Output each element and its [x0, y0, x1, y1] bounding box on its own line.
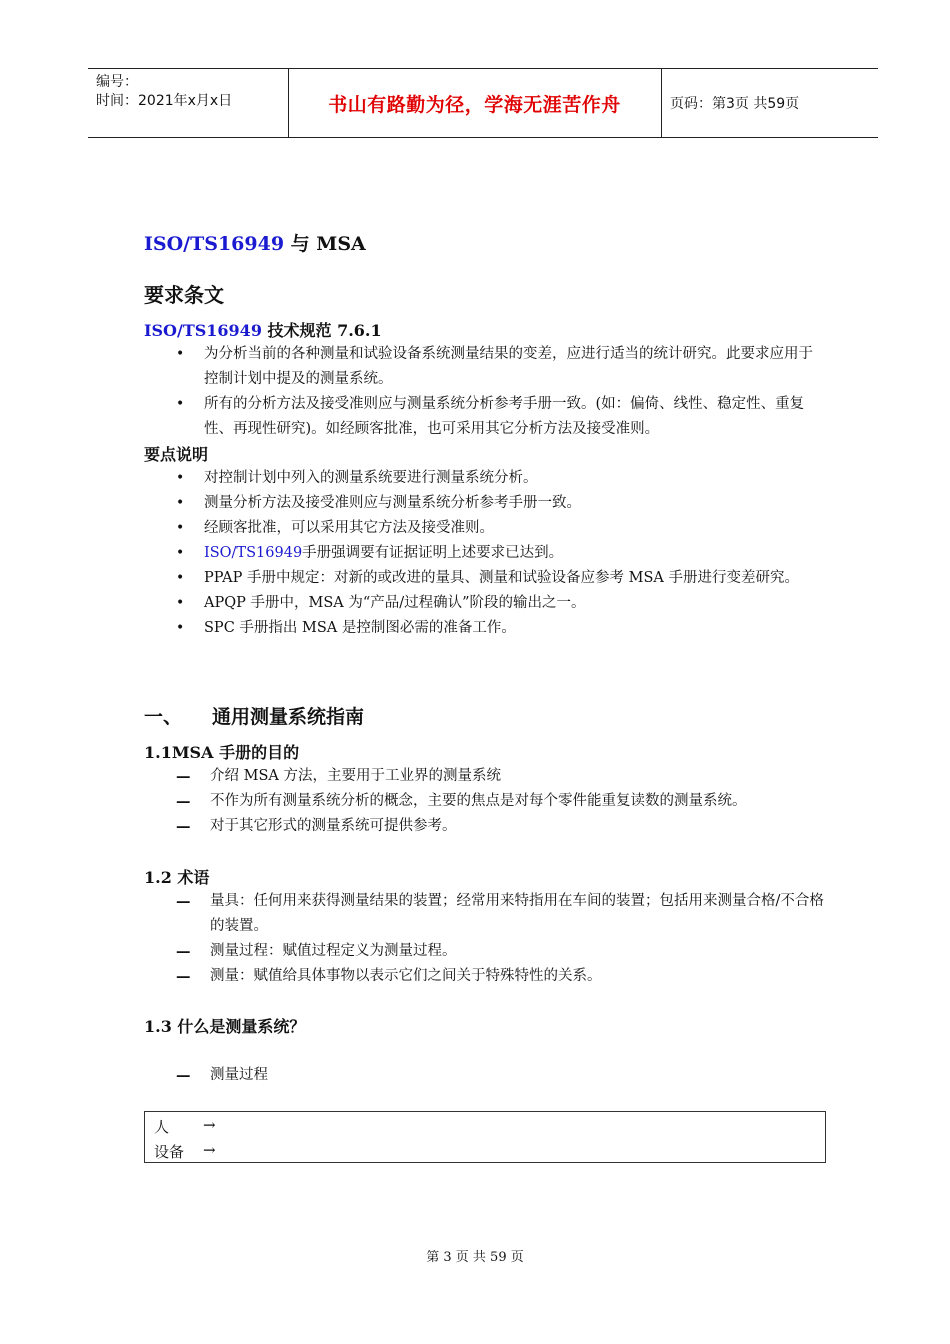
s11-list — [176, 764, 826, 839]
list-item — [176, 939, 826, 964]
section-number: 一、 — [144, 706, 183, 728]
dash-icon: — — [176, 968, 191, 985]
list-item — [176, 491, 826, 516]
bullet-icon: • — [176, 545, 185, 561]
list-item — [176, 616, 826, 641]
list-item-text: 不作为所有测量系统分析的概念，主要的焦点是对每个零件能重复读数的测量系统。 — [210, 793, 747, 809]
header-motto: 书山有路勤为径，学海无涯苦作舟 — [328, 93, 621, 116]
dash-icon: — — [176, 793, 191, 810]
points-list — [176, 466, 826, 641]
bullet-icon: • — [176, 346, 185, 362]
list-item-text: APQP 手册中，MSA 为“产品/过程确认”阶段的输出之一。 — [204, 595, 586, 611]
list-item-text: 所有的分析方法及接受准则应与测量系统分析参考手册一致。(如：偏倚、线性、稳定性、重复性、再现性研究)。如经顾客批准，也可采用其它分析方法及接受准则。 — [204, 396, 805, 437]
list-item — [176, 466, 826, 491]
list-item — [176, 764, 826, 789]
list-item-text: 对控制计划中列入的测量系统要进行测量系统分析。 — [204, 470, 538, 486]
list-item-text: 测量：赋值给具体事物以表示它们之间关于特殊特性的关系。 — [210, 968, 602, 984]
list-item-text: 测量过程 — [210, 1067, 268, 1083]
header-meta — [96, 73, 232, 111]
bullet-icon: • — [176, 595, 185, 611]
list-item-text: 经顾客批准，可以采用其它方法及接受准则。 — [204, 520, 494, 536]
spec-code[interactable]: ISO/TS16949 — [144, 321, 262, 340]
page-footer: 第 3 页 共 59 页 — [426, 1250, 524, 1265]
header-page-info: 页码：第3页 共59页 — [670, 96, 800, 112]
points-heading: 要点说明 — [144, 445, 209, 464]
list-item — [176, 814, 826, 839]
list-item — [176, 516, 826, 541]
page-header — [88, 68, 878, 138]
list-item-text: 手册强调要有证据证明上述要求已达到。 — [302, 545, 564, 561]
arrow-right-icon: → — [203, 1141, 216, 1159]
arrow-right-icon: → — [203, 1116, 216, 1134]
spec-heading — [144, 318, 382, 341]
spec-list — [176, 342, 826, 442]
header-divider — [661, 69, 662, 137]
list-item-text: 为分析当前的各种测量和试验设备系统测量结果的变差，应进行适当的统计研究。此要求应用于控制计划中提及的测量系统。 — [204, 346, 813, 387]
list-item — [176, 1063, 826, 1088]
doc-title-rest: 与 MSA — [284, 233, 366, 255]
bullet-icon: • — [176, 470, 185, 486]
list-item — [176, 392, 826, 442]
list-item-text: 测量分析方法及接受准则应与测量系统分析参考手册一致。 — [204, 495, 581, 511]
header-time: 时间：2021年x月x日 — [96, 93, 233, 109]
bullet-icon: • — [176, 620, 185, 636]
diagram-label-equipment: 设备 — [154, 1143, 185, 1161]
list-item-text: SPC 手册指出 MSA 是控制图必需的准备工作。 — [204, 620, 516, 636]
bullet-icon: • — [176, 520, 185, 536]
list-item — [176, 566, 826, 591]
list-item-text: 介绍 MSA 方法，主要用于工业界的测量系统 — [210, 768, 501, 784]
dash-icon: — — [176, 893, 191, 910]
dash-icon: — — [176, 768, 191, 785]
list-item — [176, 541, 826, 566]
doc-title-code[interactable]: ISO/TS16949 — [144, 233, 285, 255]
list-item — [176, 789, 826, 814]
header-number: 编号： — [96, 74, 138, 90]
point-code-link[interactable]: ISO/TS16949 — [204, 545, 303, 561]
list-item — [176, 591, 826, 616]
dash-icon: — — [176, 943, 191, 960]
requirements-heading: 要求条文 — [144, 283, 224, 307]
section-heading — [144, 702, 364, 729]
subsection-heading-1-2: 1.2 术语 — [144, 868, 210, 887]
bullet-icon: • — [176, 495, 185, 511]
diagram-label-person: 人 — [154, 1118, 170, 1136]
subsection-heading-1-3: 1.3 什么是测量系统？ — [144, 1017, 306, 1036]
list-item-text: 量具：任何用来获得测量结果的装置；经常用来特指用在车间的装置；包括用来测量合格/不合格的装置。 — [210, 893, 824, 934]
section-title: 通用测量系统指南 — [212, 706, 365, 728]
list-item-text: PPAP 手册中规定：对新的或改进的量具、测量和试验设备应参考 MSA 手册进行变差研究。 — [204, 570, 799, 586]
dash-icon: — — [176, 1067, 191, 1084]
bullet-icon: • — [176, 396, 185, 412]
list-item-text: 测量过程：赋值过程定义为测量过程。 — [210, 943, 457, 959]
measurement-diagram — [144, 1111, 826, 1163]
list-item — [176, 342, 826, 392]
doc-title — [144, 229, 366, 256]
dash-icon: — — [176, 818, 191, 835]
s12-list — [176, 889, 826, 989]
list-item — [176, 889, 826, 939]
spec-rest: 技术规范 7.6.1 — [261, 321, 382, 340]
list-item — [176, 964, 826, 989]
subsection-heading-1-1: 1.1MSA 手册的目的 — [144, 743, 300, 762]
list-item-text: 对于其它形式的测量系统可提供参考。 — [210, 818, 457, 834]
s13-list — [176, 1063, 826, 1088]
bullet-icon: • — [176, 570, 185, 586]
